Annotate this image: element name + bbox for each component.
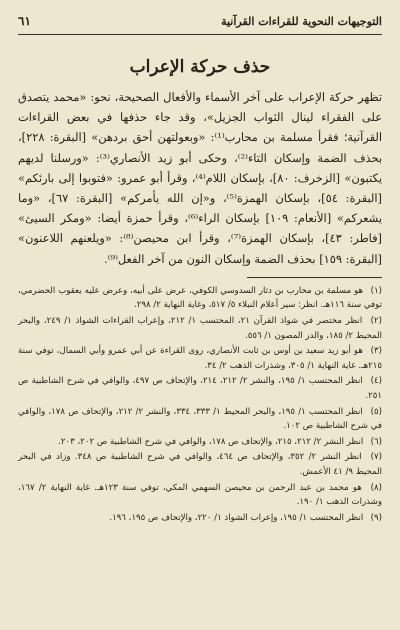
body-paragraph: تظهر حركة الإعراب على آخر الأسماء والأفعال الصحيحة، نحو: «محمد يتصدق على الفقراء لينال الثواب الجزيل»، وقد جاء حذفها في بعض القراءات القرآنية؛ فقرأ مسلمة بن محارب⁽¹⁾: «وبعولتهن أحق بردهن» [البقرة: ٢٢٨]، بحذف الضمة وإسكان التاء⁽²⁾، وحكى أبو زيد الأنصاري⁽³⁾: «ورسلنا لديهم يكتبون» [الزخرف: ٨٠]، بإسكان اللام⁽⁴⁾، وقرأ أبو عمرو: «فتوبوا إلى بارئكم» [البقرة: ٥٤]، بإسكان الهمزة⁽⁵⁾، و«إن الله يأمركم» [البقرة: ٦٧]، «وما يشعركم» [الأنعام: ١٠٩] بإسكان الراء⁽⁶⁾، وقرأ حمزة أيضا: «ومكر السيئ» [فاطر: ٤٣]، بإسكان الهمزة⁽⁷⁾، وقرأ ابن محيصن⁽⁸⁾: «ويلعنهم اللاعنون» [البقرة: ١٥٩] بحذف الضمة وإسكان النون من آخر الفعل⁽⁹⁾. — [18, 90, 383, 266]
footnote-text: هو مسلمة بن محارب بن دثار السدوسي الكوفي، عرض على أبيه، وعرض عليه يعقوب الحضرمي، توفي سنة ١١٦هـ. انظر: سير أعلام النبلاء ٥/ ٥١٧، وغاية النهاية ٢/ ٢٩٨. — [18, 285, 382, 311]
footnote — [18, 450, 382, 479]
footnote — [18, 405, 382, 434]
footnote-number: (٤) — [370, 376, 382, 387]
footnote-number: (٣) — [370, 346, 382, 357]
running-header — [18, 12, 382, 35]
main-text — [18, 87, 382, 269]
footnote — [18, 284, 382, 313]
footnote-text: انظر المحتسب ١/ ١٩٥، والبحر المحيط ١/ ٣٣٣، ٣٣٤، والنشر ٢/ ٢١٢، والإتحاف ص ١٧٨، والوافي في شرح الشاطبية ص ١٠٢. — [18, 406, 382, 432]
footnote-number: (٢) — [370, 316, 383, 327]
footnote-text: انظر النشر ٢/ ٣٥٢، والإتحاف ص ٤٦٤، والوافي في شرح الشاطبية ص ٣٤٨. وزاد في البحر المحيط ٩/ ٤١ الأعمش. — [18, 452, 382, 477]
footnote-text: هو أبو زيد سعيد بن أوس بن ثابت الأنصاري، روى القراءة عن أبي عمرو وأبي السمال، توفي سنة ٢١٥هـ. غاية النهاية ١/ ٣٠٥، وشذرات الذهب ٢/ ٣٤. — [18, 346, 382, 371]
footnote — [18, 511, 382, 526]
footnote — [18, 374, 382, 403]
footnote — [18, 314, 382, 343]
page-number: ٦١ — [18, 14, 31, 28]
footnote-text: انظر المحتسب ١/ ١٩٥، والنشر ٢/ ٢١٢، ٢١٤، والإتحاف ص ٤٩٧، والوافي في شرح الشاطبية ص ٢٥١. — [18, 376, 382, 401]
footnote-number: (٩) — [370, 512, 382, 523]
footnote-text: هو محمد بن عبد الرحمن بن محيصن السهمي المكي، توفي سنة ١٢٣هـ. غاية النهاية ٢/ ١٦٧، وشذرات الذهب ١/ ١٩٠. — [18, 482, 382, 508]
footnote-number: (٦) — [370, 436, 382, 447]
section-heading: حذف حركة الإعراب — [129, 57, 271, 77]
footnote-number: (١) — [370, 285, 383, 296]
footnote-divider — [247, 277, 382, 278]
footnote-text: انظر مختصر في شواذ القرآن ٢١، المحتسب ١/ ٢١٢، وإعراب القراءات الشواذ ١/ ٢٤٩، والبحر المحيط ٢/ ١٨٥، والدر المصون ١/ ٥٥٦. — [18, 316, 382, 341]
footnotes — [18, 284, 382, 526]
footnote-text: انظر المحتسب ١/ ١٩٥، وإعراب الشواذ ١/ ٢٢٠، والإتحاف ص ١٩٥، ١٩٦. — [109, 512, 364, 523]
footnote-number: (٨) — [370, 482, 382, 493]
footnote — [18, 344, 382, 373]
footnote-text: انظر النشر ٢/ ٢١٢، ٢١٥، والإتحاف ص ١٧٨، والوافي في شرح الشاطبية ص ٢٠٢، ٢٠٣. — [58, 436, 364, 447]
running-title: التوجيهات النحوية للقراءات القرآنية — [221, 15, 382, 28]
footnote-number: (٥) — [370, 406, 382, 417]
footnote — [18, 481, 382, 510]
footnote-number: (٧) — [370, 452, 382, 463]
footnote — [18, 435, 382, 450]
